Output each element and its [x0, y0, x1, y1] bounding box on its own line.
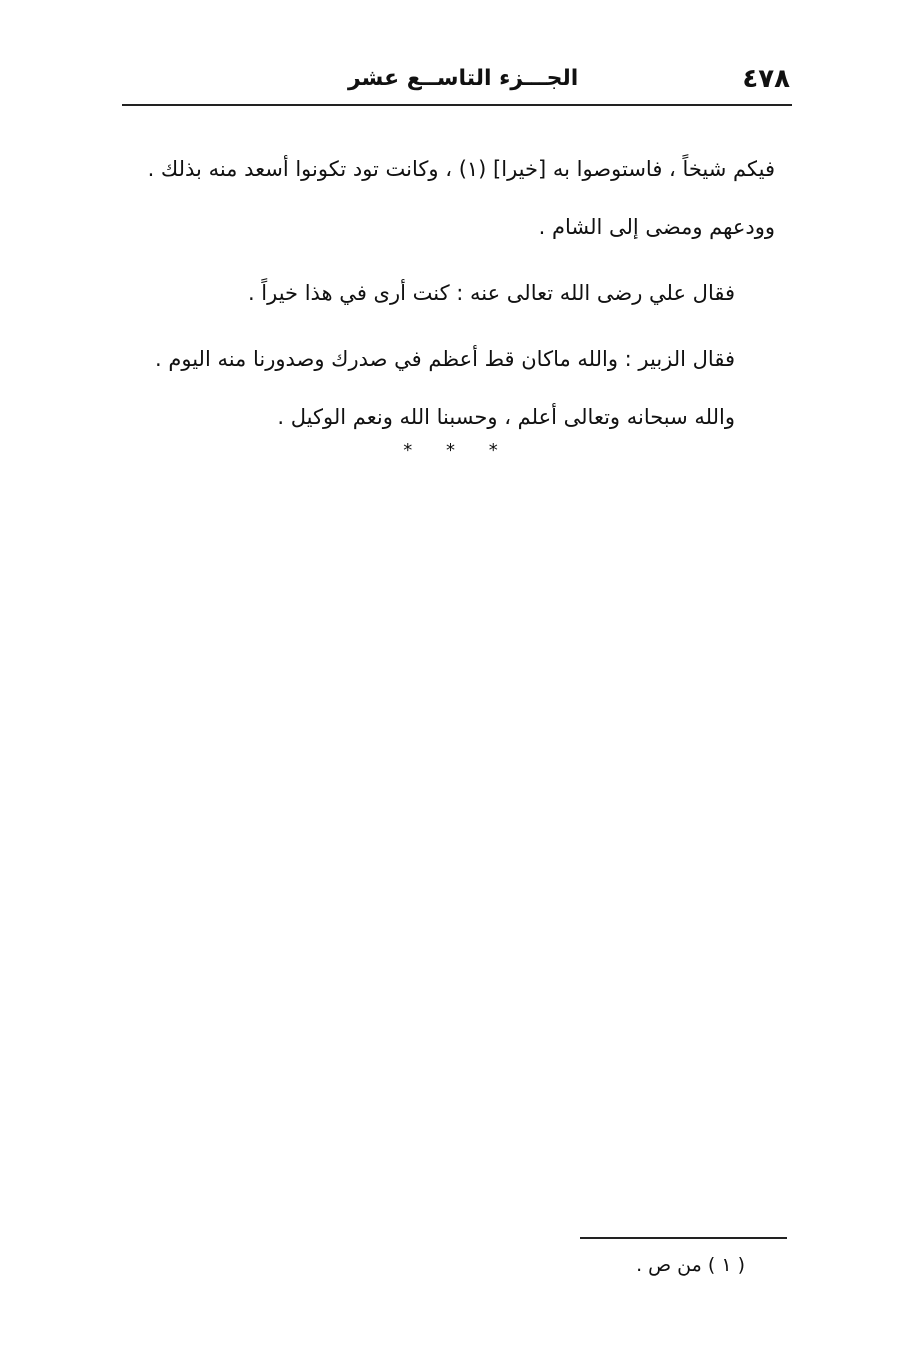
paragraph-1: فيكم شيخاً ، فاستوصوا به [خيرا] (١) ، وكانت تود تكونوا أسعد منه بذلك . وودعهم ومضى إلى الشام . — [147, 157, 775, 239]
footnote-rule — [580, 1237, 787, 1239]
header-rule — [122, 104, 792, 106]
paragraph-2: فقال علي رضى الله تعالى عنه : كنت أرى في هذا خيراً . — [247, 281, 735, 305]
footnote: ( ١ ) من ص . — [636, 1254, 745, 1276]
page-number: ٤٧٨ — [742, 64, 790, 94]
running-title: الجـــزء التاســع عشر — [348, 66, 579, 91]
section-separator: * * * — [403, 440, 512, 461]
page-header — [122, 62, 790, 102]
main-text — [130, 140, 775, 446]
paragraph-3: فقال الزبير : والله ماكان قط أعظم في صدرك وصدورنا منه اليوم . والله سبحانه وتعالى أعلم ، وحسبنا الله ونعم الوكيل . — [155, 347, 735, 429]
